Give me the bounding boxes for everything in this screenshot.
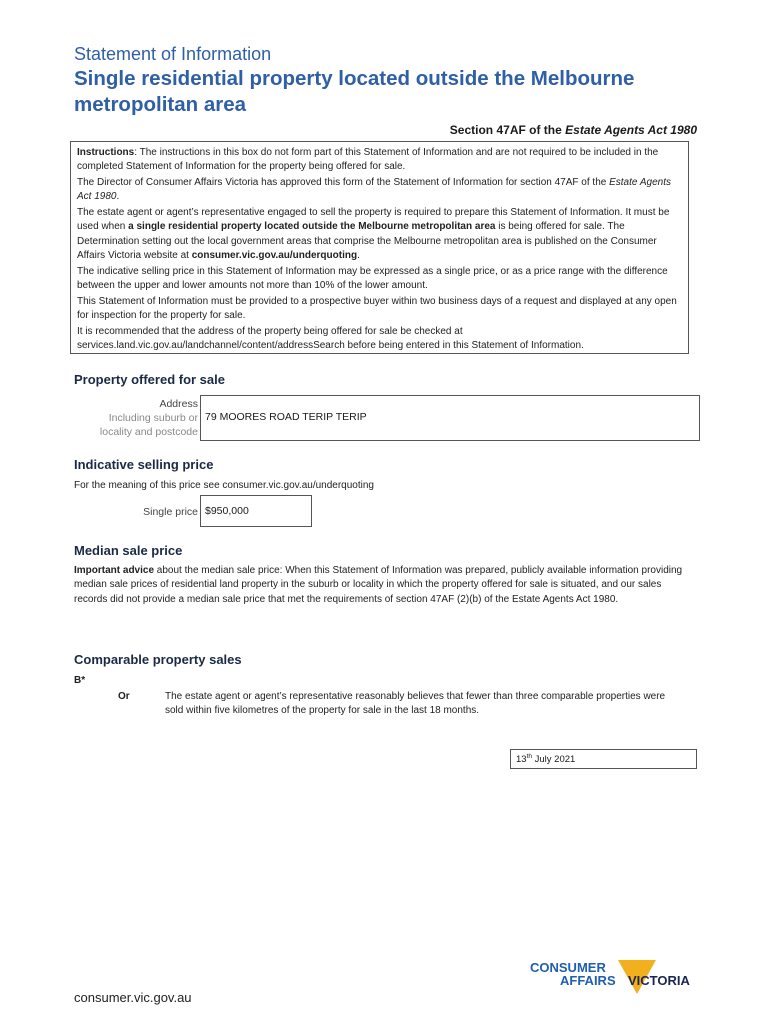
svg-text:CONSUMER: CONSUMER <box>530 960 606 975</box>
page-title: Single residential property located outside the Melbourne metropolitan area <box>74 67 635 116</box>
address-label: Address Including suburb or locality and postcode <box>99 398 198 438</box>
footer-url: consumer.vic.gov.au <box>74 990 192 1005</box>
price-note: For the meaning of this price see consumer.vic.gov.au/underquoting <box>74 480 374 491</box>
document-type: Statement of Information <box>74 44 272 64</box>
option-b-label: B* <box>74 675 86 686</box>
address-field[interactable]: 79 MOORES ROAD TERIP TERIP <box>200 395 700 441</box>
single-price-field[interactable]: $950,000 <box>200 495 312 527</box>
or-label: Or <box>118 691 130 702</box>
consumer-affairs-victoria-logo <box>528 958 703 1008</box>
svg-text:VICTORIA: VICTORIA <box>628 973 690 988</box>
svg-text:AFFAIRS: AFFAIRS <box>560 973 616 988</box>
date-field[interactable]: 13th July 2021 <box>510 749 697 769</box>
instructions-paragraph-3: The estate agent or agent’s representative engaged to sell the property is required to prepare this Statement of Information. It must be used when a single residential property located outside the Melbourne metropolitan area is being offered for sale. The Determination setting out the local government areas that comprise the Melbourne metropolitan area is published on the Consumer Affairs Victoria website at consumer.vic.gov.au/underquoting. <box>77 207 670 262</box>
comparable-heading: Comparable property sales <box>74 652 242 667</box>
price-heading: Indicative selling price <box>74 457 214 472</box>
instructions-box <box>70 141 689 354</box>
instructions-paragraph-5: This Statement of Information must be provided to a prospective buyer within two business days of a request and displayed at any open for inspection for the property for sale. <box>77 295 677 322</box>
median-heading: Median sale price <box>74 543 183 558</box>
median-advice: Important advice about the median sale price: When this Statement of Information was prepared, publicly available information providing median sale prices of residential land property in the suburb or locality in which the property offered for sale is situated, and our sales records did not provide a median sale price that met the requirements of section 47AF (2)(b) of the Estate Agents Act 1980. <box>74 565 683 605</box>
underquoting-link[interactable]: consumer.vic.gov.au/underquoting <box>191 250 358 262</box>
instructions-paragraph-6: It is recommended that the address of the property being offered for sale be checked at services.land.vic.gov.au/landchannel/content/addressSearch before being entered in this Statement of Information. <box>77 326 584 352</box>
property-heading: Property offered for sale <box>74 372 225 387</box>
instructions-paragraph-4: The indicative selling price in this Statement of Information may be expressed as a single price, or as a price range with the difference between the upper and lower amounts not more than 10% of the lower amount. <box>77 265 668 292</box>
instructions-paragraph-2: The Director of Consumer Affairs Victoria has approved this form of the Statement of Information for section 47AF of the Estate Agents Act 1980. <box>77 177 671 203</box>
single-price-label: Single price <box>143 506 198 518</box>
section-reference: Section 47AF of the Estate Agents Act 1980 <box>449 123 697 137</box>
instructions-paragraph-1: Instructions: The instructions in this box do not form part of this Statement of Information and are not required to be included in the completed Statement of Information for the property being offered for sale. <box>77 147 659 173</box>
comparable-statement: The estate agent or agent’s representative reasonably believes that fewer than three comparable properties were sold within five kilometres of the property for sale in the last 18 months. <box>165 691 666 717</box>
